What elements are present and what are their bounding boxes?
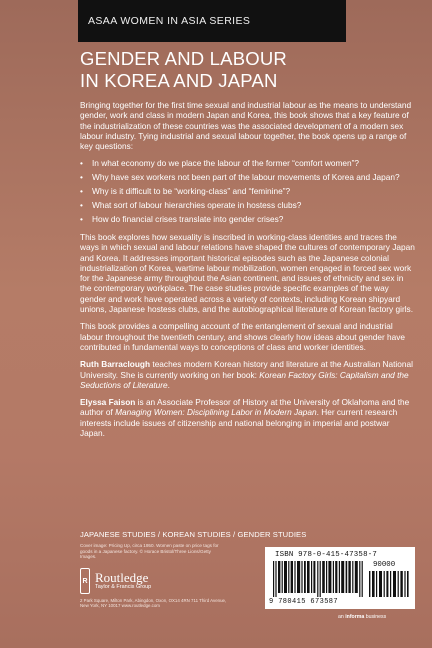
publisher-name: Routledge	[95, 570, 149, 585]
author-bio-2	[80, 397, 416, 438]
subject-categories: JAPANESE STUDIES / KOREAN STUDIES / GENDER STUDIES	[80, 530, 307, 539]
title-line-2: IN KOREA AND JAPAN	[80, 70, 278, 91]
isbn-number: ISBN 978-0-415-47358-7	[275, 551, 377, 559]
explores-paragraph: This book explores how sexuality is inscribed in working-class identities and traces the ways in which sexual and labour relations have shaped the cultures of contemporary Japan and Korea. It addresses important historical episodes such as the Japanese colonial industrialization of Korea, wartime labour mobilization, women engaged in forced sex work for the Japanese army throughout the Asian continent, and issues of ethnicity and sex in the contemporary workplace. The case studies provide specific examples of the way gender and work have operated across a variety of contexts, including Korean shipyard unions, Japanese hostess clubs, and the autobiographical literature of Korean factory girls.	[80, 231, 415, 315]
author-bio-text: teaches modern Korean history and literature at the Australian National University. She is currently working on her book:	[80, 359, 413, 380]
publisher-address: 2 Park Square, Milton Park, Abingdon, Oxon, OX14 4RN 711 Third Avenue, New York, NY 10017 www.routledge.com	[80, 598, 227, 609]
author-bio-text: is an Associate Professor of History at the University of Oklahoma and the author of	[80, 397, 410, 418]
cover-image-credit: Cover image: Pricing Up, circa 1950. Women paste on price tags for goods in a Japanese factory. © Horace Bristol/Three Lions/Getty Images.	[80, 543, 219, 560]
publisher-text	[95, 571, 151, 591]
title-line-1: GENDER AND LABOUR	[80, 48, 287, 69]
account-paragraph: This book provides a compelling account of the entanglement of sexual and industrial labour throughout the twentieth century, and shows clearly how ideas about gender have contributed in fundamental ways to conceptions of class and worker identities.	[80, 321, 406, 352]
blurb	[80, 100, 416, 445]
question-item: • Why have sex workers not been part of the labour movements of Korea and Japan?	[80, 172, 416, 182]
author-bio-end: . Her current research interests include issues of citizenship and national belonging in imperial and postwar Japan.	[80, 407, 398, 439]
addon-barcode-icon	[369, 571, 409, 597]
question-list	[80, 158, 416, 223]
series-label: ASAA WOMEN IN ASIA SERIES	[88, 15, 251, 27]
informa-suffix: business	[364, 614, 387, 620]
author-name: Ruth Barraclough	[80, 359, 151, 370]
intro-paragraph: Bringing together for the first time sexual and industrial labour as the means to understand gender, work and class in modern Japan and Korea, this book shows that a key feature of the industrialization of these countries was the associated development of a modern sex labour industry. Tying industrial and sexual labour together, the book opens up a range of key questions:	[80, 100, 412, 152]
ean-number: 9 780415 673587	[269, 598, 339, 606]
author-book-title: Korean Factory Girls: Capitalism and the Seductions of Literature	[80, 369, 409, 390]
author-bio-end: .	[167, 379, 170, 390]
informa-brand: informa	[345, 614, 365, 620]
author-book-title: Managing Women: Disciplining Labor in Modern Japan	[115, 407, 317, 418]
informa-prefix: an	[338, 614, 346, 620]
informa-tagline	[338, 614, 386, 620]
author-name: Elyssa Faison	[80, 397, 136, 408]
author-bio-1	[80, 359, 416, 390]
series-banner	[78, 0, 346, 42]
publisher-group: Taylor & Francis Group	[95, 584, 152, 590]
ean-barcode-icon	[273, 561, 365, 597]
question-item: • What sort of labour hierarchies operate in hostess clubs?	[80, 200, 416, 210]
book-title	[80, 48, 380, 92]
question-item: • Why is it difficult to be “working-class” and “feminine”?	[80, 186, 416, 196]
question-item: • How do financial crises translate into gender crises?	[80, 214, 416, 224]
routledge-logo-icon: R	[80, 568, 90, 594]
publisher-block	[80, 566, 230, 596]
price-code: 90000	[373, 561, 396, 569]
question-item: • In what economy do we place the labour of the former “comfort women”?	[80, 158, 416, 168]
isbn-barcode	[265, 547, 415, 609]
